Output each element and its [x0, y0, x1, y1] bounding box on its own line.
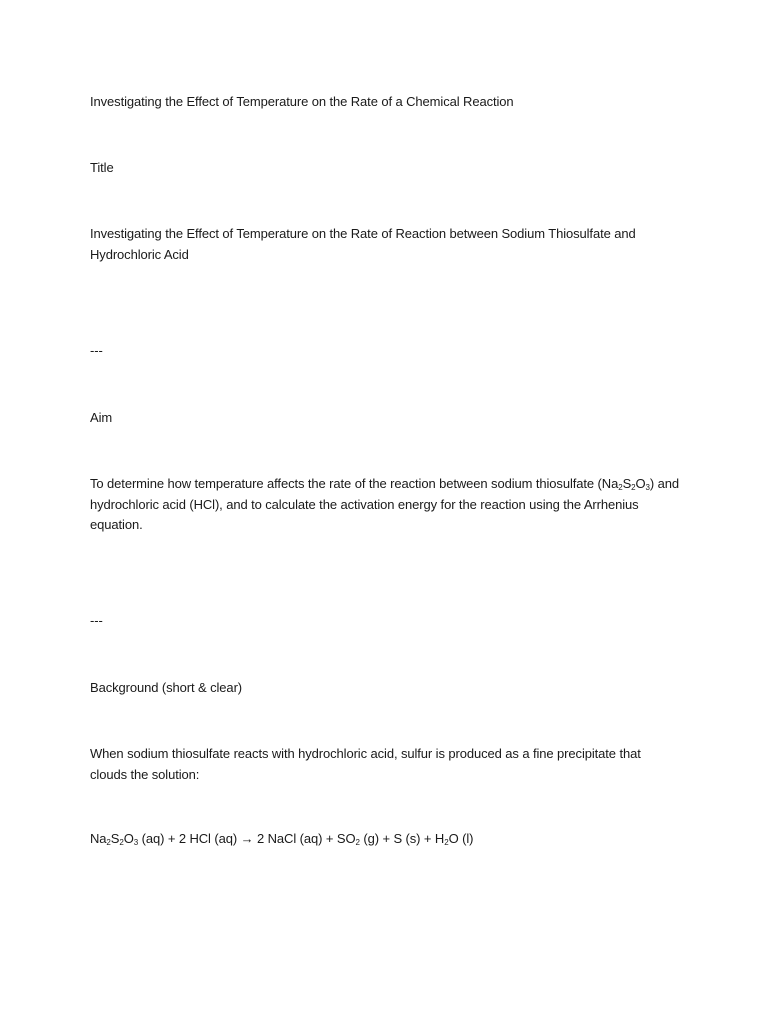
separator: ---	[90, 613, 103, 628]
subscript: 2	[618, 483, 623, 492]
equation-part: (aq) + 2 HCl (aq) → 2 NaCl (aq) + SO	[138, 831, 356, 846]
subscript: 2	[631, 483, 636, 492]
aim-text-part: To determine how temperature affects the rate of the reaction between sodium thiosulfate (Na	[90, 476, 619, 491]
document-heading: Investigating the Effect of Temperature on the Rate of a Chemical Reaction	[90, 94, 514, 109]
chemical-equation	[90, 829, 680, 850]
separator: ---	[90, 343, 103, 358]
title-text: Investigating the Effect of Temperature on the Rate of Reaction between Sodium Thiosulfate and Hydrochloric Acid	[90, 226, 636, 262]
subscript: 2	[355, 838, 360, 847]
equation-part: Na	[90, 831, 107, 846]
subscript: 2	[119, 838, 124, 847]
title-label: Title	[90, 160, 114, 175]
subscript: 2	[106, 838, 111, 847]
aim-text-part: ) and hydrochloric acid (HCl), and to calculate the activation energy for the reaction using the Arrhenius equation.	[90, 476, 680, 532]
subscript: 3	[133, 838, 139, 847]
aim-label: Aim	[90, 410, 113, 425]
aim-text	[90, 474, 680, 536]
background-label: Background (short & clear)	[90, 680, 243, 695]
equation-part: S	[110, 831, 120, 846]
equation-part: O (l)	[448, 831, 474, 846]
aim-text-part: O	[635, 476, 646, 491]
equation-part: (g) + S (s) + H	[359, 831, 445, 846]
subscript: 2	[444, 838, 449, 847]
equation-part: O	[123, 831, 134, 846]
subscript: 3	[645, 483, 650, 492]
background-text: When sodium thiosulfate reacts with hydrochloric acid, sulfur is produced as a fine precipitate that clouds the solution:	[90, 746, 641, 782]
aim-text-part: S	[622, 476, 632, 491]
